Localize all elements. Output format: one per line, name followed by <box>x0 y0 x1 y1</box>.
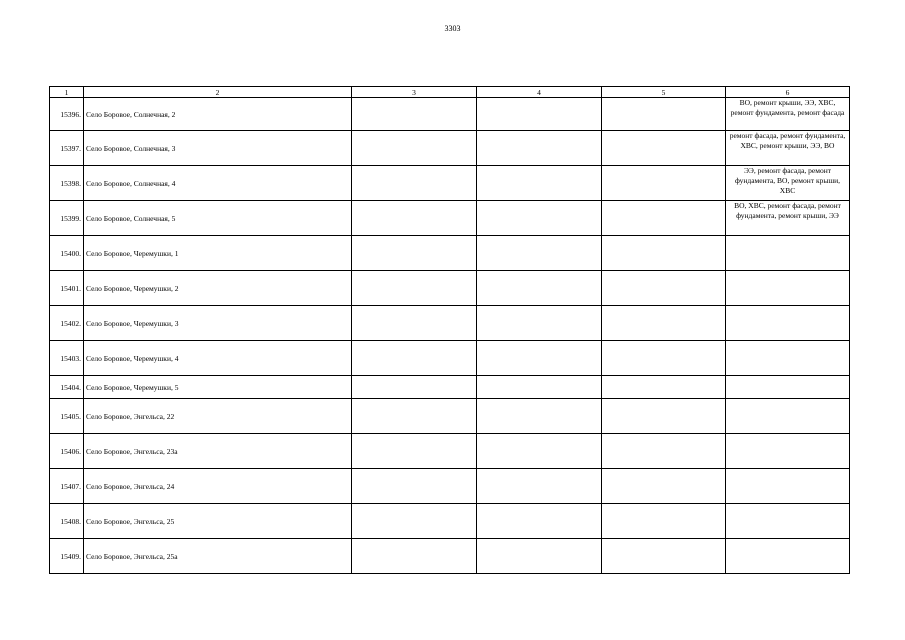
column-3-cell <box>352 271 477 306</box>
column-header-3: 3 <box>352 87 477 98</box>
table-row <box>50 201 850 236</box>
address-cell: Село Боровое, Энгельса, 25 <box>84 504 352 539</box>
address-cell: Село Боровое, Черемушки, 2 <box>84 271 352 306</box>
works-cell <box>726 399 850 434</box>
works-cell: ВО, ремонт крыши, ЭЭ, ХВС, ремонт фундамента, ремонт фасада <box>726 98 850 131</box>
works-cell: ЭЭ, ремонт фасада, ремонт фундамента, ВО, ремонт крыши, ХВС <box>726 166 850 201</box>
column-5-cell <box>602 131 726 166</box>
column-5-cell <box>602 271 726 306</box>
column-4-cell <box>477 201 602 236</box>
column-3-cell <box>352 434 477 469</box>
registry-table <box>49 86 850 574</box>
address-cell: Село Боровое, Черемушки, 1 <box>84 236 352 271</box>
column-4-cell <box>477 131 602 166</box>
column-4-cell <box>477 236 602 271</box>
address-cell: Село Боровое, Солнечная, 3 <box>84 131 352 166</box>
row-number: 15396. <box>50 98 84 131</box>
page-number: 3303 <box>444 24 461 33</box>
row-number: 15404. <box>50 376 84 399</box>
row-number: 15401. <box>50 271 84 306</box>
table-row <box>50 539 850 574</box>
column-4-cell <box>477 469 602 504</box>
address-cell: Село Боровое, Энгельса, 24 <box>84 469 352 504</box>
column-3-cell <box>352 469 477 504</box>
row-number: 15407. <box>50 469 84 504</box>
works-cell <box>726 306 850 341</box>
column-3-cell <box>352 236 477 271</box>
works-cell: ремонт фасада, ремонт фундамента, ХВС, ремонт крыши, ЭЭ, ВО <box>726 131 850 166</box>
column-5-cell <box>602 504 726 539</box>
column-3-cell <box>352 166 477 201</box>
table-row <box>50 131 850 166</box>
column-5-cell <box>602 399 726 434</box>
column-3-cell <box>352 504 477 539</box>
row-number: 15409. <box>50 539 84 574</box>
column-4-cell <box>477 98 602 131</box>
column-5-cell <box>602 341 726 376</box>
column-3-cell <box>352 98 477 131</box>
row-number: 15402. <box>50 306 84 341</box>
works-cell <box>726 271 850 306</box>
address-cell: Село Боровое, Солнечная, 4 <box>84 166 352 201</box>
address-cell: Село Боровое, Черемушки, 3 <box>84 306 352 341</box>
column-3-cell <box>352 131 477 166</box>
column-3-cell <box>352 306 477 341</box>
row-number: 15397. <box>50 131 84 166</box>
table-row <box>50 376 850 399</box>
column-5-cell <box>602 98 726 131</box>
table-row <box>50 399 850 434</box>
column-header-2: 2 <box>84 87 352 98</box>
column-5-cell <box>602 166 726 201</box>
address-cell: Село Боровое, Энгельса, 25а <box>84 539 352 574</box>
works-cell <box>726 434 850 469</box>
table-row <box>50 166 850 201</box>
table-row <box>50 504 850 539</box>
address-cell: Село Боровое, Черемушки, 4 <box>84 341 352 376</box>
row-number: 15403. <box>50 341 84 376</box>
address-cell: Село Боровое, Солнечная, 2 <box>84 98 352 131</box>
address-cell: Село Боровое, Энгельса, 23а <box>84 434 352 469</box>
works-cell <box>726 236 850 271</box>
works-cell: ВО, ХВС, ремонт фасада, ремонт фундамента, ремонт крыши, ЭЭ <box>726 201 850 236</box>
row-number: 15408. <box>50 504 84 539</box>
column-4-cell <box>477 504 602 539</box>
column-4-cell <box>477 434 602 469</box>
table-row <box>50 236 850 271</box>
row-number: 15406. <box>50 434 84 469</box>
row-number: 15405. <box>50 399 84 434</box>
address-cell: Село Боровое, Солнечная, 5 <box>84 201 352 236</box>
column-5-cell <box>602 306 726 341</box>
column-3-cell <box>352 201 477 236</box>
column-5-cell <box>602 469 726 504</box>
table-row <box>50 271 850 306</box>
column-3-cell <box>352 376 477 399</box>
column-4-cell <box>477 166 602 201</box>
column-4-cell <box>477 376 602 399</box>
column-header-1: 1 <box>50 87 84 98</box>
column-3-cell <box>352 539 477 574</box>
column-5-cell <box>602 201 726 236</box>
column-header-4: 4 <box>477 87 602 98</box>
column-4-cell <box>477 306 602 341</box>
column-5-cell <box>602 376 726 399</box>
works-cell <box>726 469 850 504</box>
column-5-cell <box>602 539 726 574</box>
table-row <box>50 306 850 341</box>
column-4-cell <box>477 271 602 306</box>
row-number: 15399. <box>50 201 84 236</box>
row-number: 15398. <box>50 166 84 201</box>
works-cell <box>726 504 850 539</box>
table-row <box>50 98 850 131</box>
address-cell: Село Боровое, Черемушки, 5 <box>84 376 352 399</box>
table-row <box>50 341 850 376</box>
column-header-6: 6 <box>726 87 850 98</box>
row-number: 15400. <box>50 236 84 271</box>
address-cell: Село Боровое, Энгельса, 22 <box>84 399 352 434</box>
column-4-cell <box>477 399 602 434</box>
column-3-cell <box>352 399 477 434</box>
column-header-5: 5 <box>602 87 726 98</box>
table-row <box>50 469 850 504</box>
column-3-cell <box>352 341 477 376</box>
works-cell <box>726 376 850 399</box>
column-4-cell <box>477 341 602 376</box>
works-cell <box>726 341 850 376</box>
column-4-cell <box>477 539 602 574</box>
column-5-cell <box>602 236 726 271</box>
works-cell <box>726 539 850 574</box>
header-row <box>50 87 850 98</box>
table-row <box>50 434 850 469</box>
column-5-cell <box>602 434 726 469</box>
